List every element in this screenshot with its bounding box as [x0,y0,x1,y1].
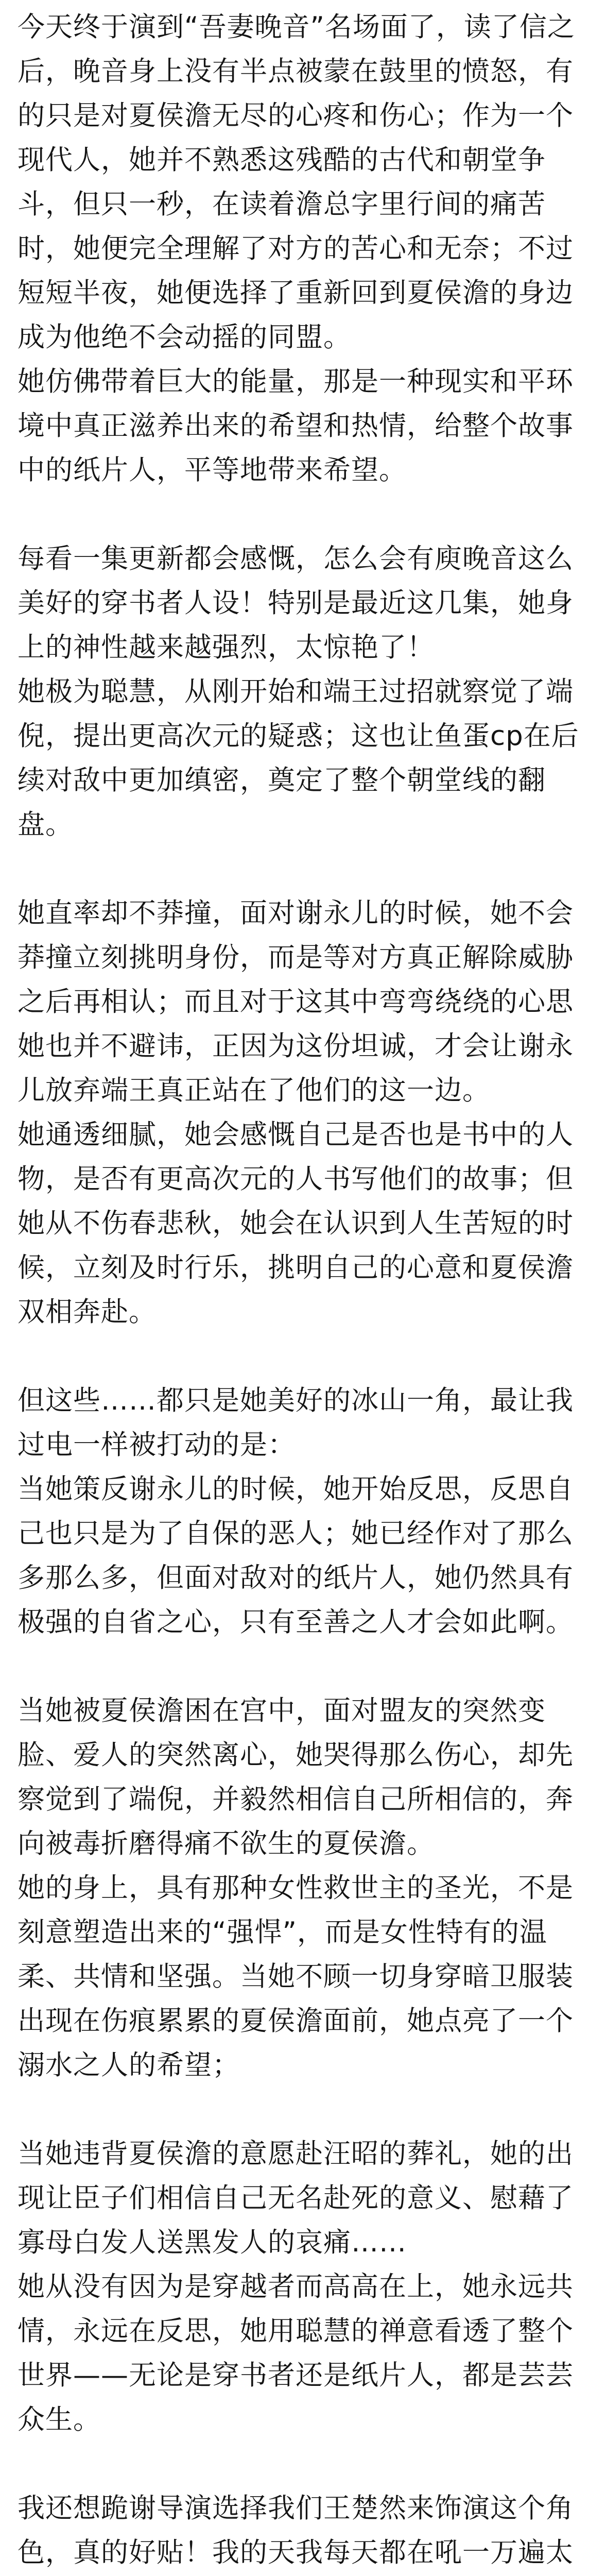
paragraph: 但这些……都只是她美好的冰山一角，最让我过电一样被打动的是： [18,1385,574,1461]
paragraph: 我还想跪谢导演选择我们王楚然来饰演这个角色，真的好贴！我的天我每天都在吼一万遍太 [18,2493,574,2568]
paragraph: 她直率却不莽撞，面对谢永儿的时候，她不会莽撞立刻挑明身份，而是等对方真正解除威胁之后再相认；而且对于这其中弯弯绕绕的心思她也并不避讳，正因为这份坦诚，才会让谢永儿放弃端王真正站在了他们的这一边。 [18,897,574,1106]
paragraph-gap [18,1334,588,1379]
paragraph: 她从没有因为是穿越者而高高在上，她永远共情，永远在反思，她用聪慧的禅意看透了整个世界——无论是穿书者还是纸片人，都是芸芸众生。 [18,2271,574,2435]
paragraph: 她通透细腻，她会感慨自己是否也是书中的人物，是否有更高次元的人书写他们的故事；但她从不伤春悲秋，她会在认识到人生苦短的时候，立刻及时行乐，挑明自己的心意和夏侯澹双相奔赴。 [18,1119,574,1328]
paragraph: 她极为聪慧，从刚开始和端王过招就察觉了端倪，提出更高次元的疑惑；这也让鱼蛋cp在后续对敌中更加缜密，奠定了整个朝堂线的翻盘。 [18,676,579,840]
paragraph-gap [18,847,588,891]
paragraph: 今天终于演到“吾妻晚音”名场面了，读了信之后，晚音身上没有半点被蒙在鼓里的愤怒，有的只是对夏侯澹无尽的心疼和伤心；作为一个现代人，她并不熟悉这残酷的古代和朝堂争斗，但只一秒，在读着澹总字里行间的痛苦时，她便完全理解了对方的苦心和无奈；不过短短半夜，她便选择了重新回到夏侯澹的身边成为他绝不会动摇的同盟。 [18,11,575,353]
paragraph: 当她违背夏侯澹的意愿赴汪昭的葬礼，她的出现让臣子们相信自己无名赴死的意义、慰藉了寡母白发人送黑发人的哀痛…… [18,2138,574,2258]
paragraph-gap [18,2442,588,2486]
paragraph: 每看一集更新都会感慨，怎么会有庾晚音这么美好的穿书者人设！特别是最近这几集，她身上的神性越来越强烈，太惊艳了！ [18,543,574,663]
paragraph-gap [18,1645,588,1689]
paragraph-gap [18,2088,588,2132]
paragraph: 当她被夏侯澹困在宫中，面对盟友的突然变脸、爱人的突然离心，她哭得那么伤心，却先察觉到了端倪，并毅然相信自己所相信的，奔向被毒折磨得痛不欲生的夏侯澹。 [18,1695,574,1859]
paragraph: 她仿佛带着巨大的能量，那是一种现实和平环境中真正滋养出来的希望和热情，给整个故事中的纸片人，平等地带来希望。 [18,366,574,486]
paragraph: 当她策反谢永儿的时候，她开始反思，反思自己也只是为了自保的恶人；她已经作对了那么多那么多，但面对敌对的纸片人，她仍然具有极强的自省之心，只有至善之人才会如此啊。 [18,1473,574,1638]
paragraph: 她的身上，具有那种女性救世主的圣光，不是刻意塑造出来的“强悍”，而是女性特有的温柔、共情和坚强。当她不顾一切身穿暗卫服装出现在伤痕累累的夏侯澹面前，她点亮了一个溺水之人的希望； [18,1872,574,2081]
paragraph-gap [18,493,588,537]
